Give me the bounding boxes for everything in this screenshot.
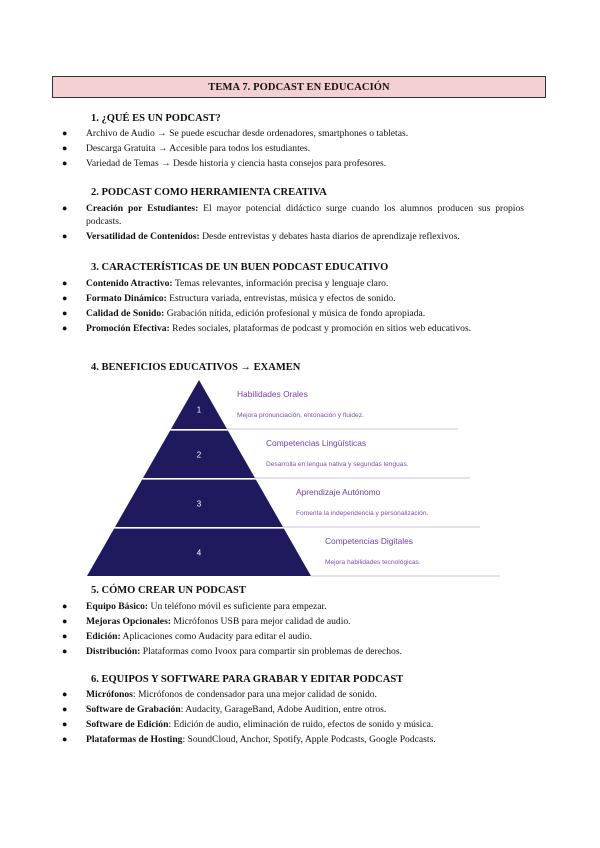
section-2-heading: 2. PODCAST COMO HERRAMIENTA CREATIVA <box>91 187 327 198</box>
list-item: ● Calidad de Sonido: Grabación nítida, edición profesional y música de fondo apropiada. <box>62 307 426 319</box>
bullet-icon: ● <box>62 203 68 213</box>
document-title-text: TEMA 7. PODCAST EN EDUCACIÓN <box>208 81 390 93</box>
list-item: ● Distribución: Plataformas como Ivoox para compartir sin problemas de derechos. <box>62 645 402 657</box>
section-3-list <box>62 277 524 337</box>
section-4-heading: 4. BENEFICIOS EDUCATIVOS → EXAMEN <box>91 362 301 373</box>
pyramid-level-number: 2 <box>196 450 202 460</box>
pyramid-level-1 <box>171 380 227 429</box>
section-6-heading: 6. EQUIPOS Y SOFTWARE PARA GRABAR Y EDITAR PODCAST <box>91 674 404 685</box>
list-item: ● Descarga Gratuita → Accesible para todos los estudiantes. <box>62 142 311 154</box>
list-item: ● Formato Dinámico: Estructura variada, entrevistas, música y efectos de sonido. <box>62 292 396 304</box>
bullet-icon: ● <box>62 128 68 138</box>
bullet-icon: ● <box>62 733 68 744</box>
list-item: ● Software de Edición: Edición de audio, eliminación de ruido, efectos de sonido y música. <box>62 718 434 730</box>
bullet-icon: ● <box>62 615 68 626</box>
pyramid-level-title: Aprendizaje Autónomo <box>296 487 381 497</box>
list-item: ● Edición: Aplicaciones como Audacity para editar el audio. <box>62 630 312 642</box>
section-6-list <box>62 688 524 748</box>
list-item: ● Archivo de Audio → Se puede escuchar desde ordenadores, smartphones o tabletas. <box>62 128 409 139</box>
bullet-icon: ● <box>62 718 68 729</box>
list-item: ● Software de Grabación: Audacity, GarageBand, Adobe Audition, entre otros. <box>62 703 387 715</box>
pyramid-level-description: Mejora habilidades tecnológicas. <box>325 559 421 566</box>
bullet-icon: ● <box>62 689 68 699</box>
document-title <box>52 76 546 98</box>
bullet-icon: ● <box>62 142 68 153</box>
pyramid-level-title: Habilidades Orales <box>237 389 308 399</box>
list-item: ● Promoción Efectiva: Redes sociales, plataformas de podcast y promoción en sitios web educativos. <box>62 322 472 334</box>
bullet-icon: ● <box>62 601 68 611</box>
section-5-heading: 5. CÓMO CREAR UN PODCAST <box>91 585 246 596</box>
pyramid-level-title: Competencias Lingüísticas <box>266 438 367 448</box>
pyramid-level-description: Desarrolla en lengua nativa y segundas lenguas. <box>266 461 409 468</box>
list-item: ● Variedad de Temas → Desde historia y ciencia hasta consejos para profesores. <box>62 157 387 169</box>
pyramid-level-title: Competencias Digitales <box>325 536 413 546</box>
bullet-icon: ● <box>62 703 68 714</box>
section-5-list <box>62 600 524 660</box>
list-item: ● Mejoras Opcionales: Micrófonos USB para mejor calidad de audio. <box>62 615 351 627</box>
pyramid-level-number: 1 <box>196 405 202 415</box>
section-2-list <box>62 202 524 245</box>
list-item: ● Contenido Atractivo: Temas relevantes, información precisa y lenguaje claro. <box>62 278 389 289</box>
list-item: ● Equipo Básico: Un teléfono móvil es suficiente para empezar. <box>62 601 327 612</box>
bullet-icon: ● <box>62 292 68 303</box>
bullet-icon: ● <box>62 307 68 318</box>
list-item: ● Versatilidad de Contenidos: Desde entrevistas y debates hasta diarios de aprendizaje reflexivos. <box>62 231 460 243</box>
bullet-icon: ● <box>62 278 68 288</box>
benefits-pyramid <box>0 378 600 578</box>
pyramid-level-number: 4 <box>196 548 202 558</box>
bullet-icon: ● <box>62 231 68 242</box>
bullet-icon: ● <box>62 157 68 168</box>
bullet-icon: ● <box>62 645 68 656</box>
list-item: ● Plataformas de Hosting: SoundCloud, Anchor, Spotify, Apple Podcasts, Google Podcasts. <box>62 733 436 745</box>
pyramid-level-description: Fomenta la independencia y personalización. <box>296 510 429 517</box>
bullet-icon: ● <box>62 322 68 333</box>
section-3-heading: 3. CARACTERÍSTICAS DE UN BUEN PODCAST EDUCATIVO <box>91 262 389 273</box>
list-item: ● Creación por Estudiantes: El mayor potencial didáctico surge cuando los alumnos producen sus propios podcasts. <box>62 203 524 228</box>
pyramid-level-description: Mejora pronunciación, entonación y fluidez. <box>237 412 364 419</box>
pyramid-level-number: 3 <box>196 499 202 509</box>
section-1-heading: 1. ¿QUÉ ES UN PODCAST? <box>91 113 221 124</box>
bullet-icon: ● <box>62 630 68 641</box>
list-item: ● Micrófonos: Micrófonos de condensador para una mejor calidad de sonido. <box>62 689 377 700</box>
section-1-list <box>62 127 524 172</box>
